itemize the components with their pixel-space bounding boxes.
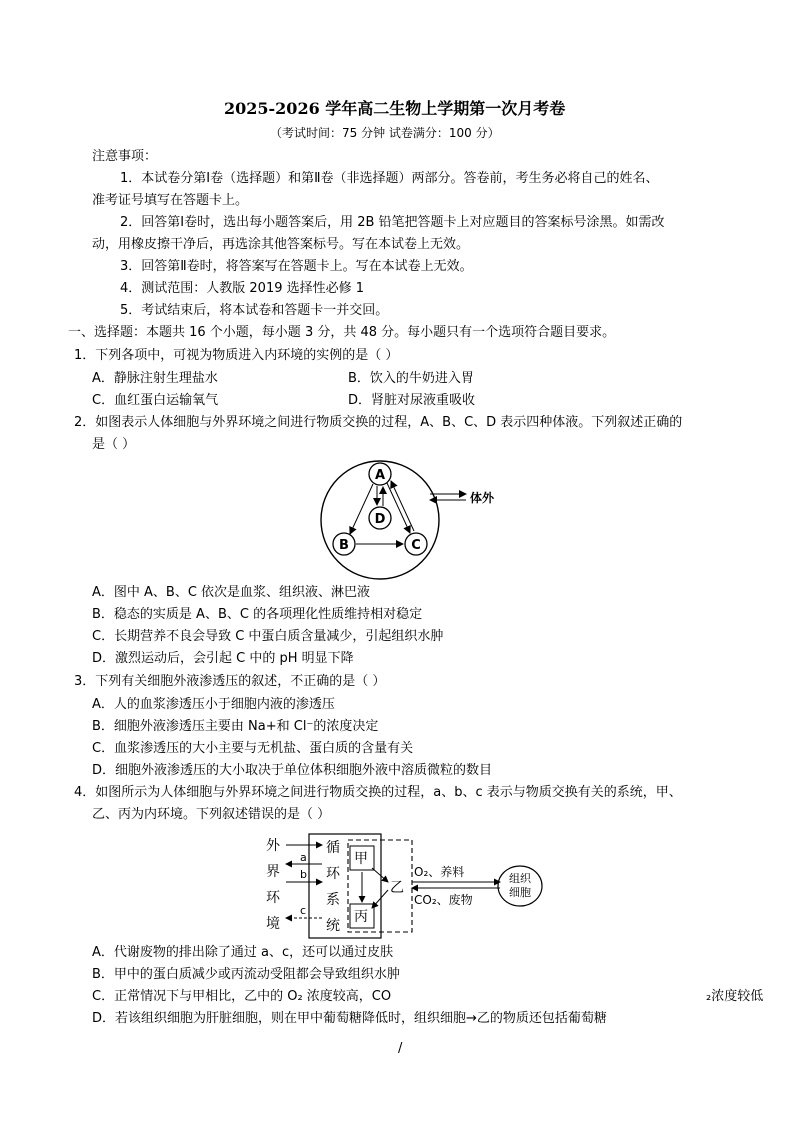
q4-option-a: A．代谢废物的排出除了通过 a、c，还可以通过皮肤 xyxy=(92,945,394,960)
note-2a: 2．回答第Ⅰ卷时，选出每小题答案后，用 2B 铅笔把答题卡上对应题目的答案标号涂黑。如需改 xyxy=(120,215,665,230)
q1-option-c: C．血红蛋白运输氧气 xyxy=(92,393,219,408)
label-o2: O₂、养料 xyxy=(414,865,465,879)
exchange-diagram xyxy=(262,830,552,940)
system-3: 系 xyxy=(326,892,340,908)
label-c: C xyxy=(411,538,421,553)
q2-stem-line2: 是（ ） xyxy=(92,437,136,452)
q2-option-d: D．激烈运动后，会引起 C 中的 pH 明显下降 xyxy=(92,651,354,666)
q3-option-c: C．血浆渗透压的大小主要与无机盐、蛋白质的含量有关 xyxy=(92,741,414,756)
note-1a: 1．本试卷分第Ⅰ卷（选择题）和第Ⅱ卷（非选择题）两部分。答卷前，考生务必将自己的姓名、 xyxy=(120,171,659,186)
label-yi: 乙 xyxy=(390,880,404,896)
section-heading: 一、选择题：本题共 16 个小题，每小题 3 分，共 48 分。每小题只有一个选项符合题目要求。 xyxy=(68,325,616,340)
q4-option-c-part1: C．正常情况下与甲相比，乙中的 O₂ 浓度较高，CO xyxy=(92,989,392,1004)
q1-option-b: B．饮入的牛奶进入胃 xyxy=(348,371,474,386)
outer-2: 界 xyxy=(266,864,280,880)
exam-info: （考试时间：75 分钟 试卷满分：100 分） xyxy=(270,126,500,140)
q3-stem: 3．下列有关细胞外液渗透压的叙述，不正确的是（ ） xyxy=(74,674,386,689)
label-co2: CO₂、废物 xyxy=(414,893,473,907)
page-footer: / xyxy=(398,1041,403,1056)
system-4: 统 xyxy=(326,918,340,934)
label-b: b xyxy=(300,868,307,881)
note-4: 4．测试范围：人教版 2019 选择性必修 1 xyxy=(120,281,365,296)
label-bing: 丙 xyxy=(354,909,368,925)
q3-option-d: D．细胞外液渗透压的大小取决于单位体积细胞外液中溶质微粒的数目 xyxy=(92,763,493,778)
label-outside: 体外 xyxy=(470,491,495,505)
label-c: c xyxy=(300,904,307,917)
cell-label-2: 细胞 xyxy=(509,886,531,899)
q2-option-b: B．稳态的实质是 A、B、C 的各项理化性质维持相对稳定 xyxy=(92,607,423,622)
q1-option-d: D．肾脏对尿液重吸收 xyxy=(348,393,476,408)
q2-option-c: C．长期营养不良会导致 C 中蛋白质含量减少，引起组织水肿 xyxy=(92,629,444,644)
outer-4: 境 xyxy=(266,916,280,932)
q2-stem-line1: 2．如图表示人体细胞与外界环境之间进行物质交换的过程，A、B、C、D 表示四种体液。下列叙述正确的 xyxy=(74,415,683,430)
q4-option-b: B．甲中的蛋白质减少或丙流动受阻都会导致组织水肿 xyxy=(92,967,400,982)
label-b: B xyxy=(339,538,349,553)
label-a: a xyxy=(300,851,307,864)
q4-stem-line2: 乙、丙为内环境。下列叙述错误的是（ ） xyxy=(92,807,331,822)
body-fluid-diagram xyxy=(318,456,508,586)
outer-3: 环 xyxy=(266,890,280,906)
note-5: 5．考试结束后，将本试卷和答题卡一并交回。 xyxy=(120,303,389,318)
notes-heading: 注意事项： xyxy=(92,149,158,164)
label-d: D xyxy=(374,512,386,527)
q4-option-c-part2: ₂浓度较低 xyxy=(706,989,764,1004)
page-title: 2025-2026 学年高二生物上学期第一次月考卷 xyxy=(224,99,566,118)
q3-option-a: A．人的血浆渗透压小于细胞内液的渗透压 xyxy=(92,697,335,712)
note-1b: 准考证号填写在答题卡上。 xyxy=(92,193,249,208)
label-a: A xyxy=(374,468,386,483)
cell-label-1: 组织 xyxy=(509,872,531,885)
q1-stem: 1．下列各项中，可视为物质进入内环境的实例的是（ ） xyxy=(74,348,399,363)
q2-option-a: A．图中 A、B、C 依次是血浆、组织液、淋巴液 xyxy=(92,585,371,600)
system-2: 环 xyxy=(326,866,340,882)
system-box xyxy=(309,834,381,938)
q1-option-a: A．静脉注射生理盐水 xyxy=(92,371,218,386)
system-1: 循 xyxy=(326,840,340,856)
note-2b: 动，用橡皮擦干净后，再选涂其他答案标号。写在本试卷上无效。 xyxy=(92,237,470,252)
q4-stem-line1: 4．如图所示为人体细胞与外界环境之间进行物质交换的过程，a、b、c 表示与物质交换有关的系统，甲、 xyxy=(74,785,682,800)
q3-option-b: B．细胞外液渗透压主要由 Na+和 Cl⁻的浓度决定 xyxy=(92,719,379,734)
note-3: 3．回答第Ⅱ卷时，将答案写在答题卡上。写在本试卷上无效。 xyxy=(120,259,473,274)
label-jia: 甲 xyxy=(354,851,368,867)
q4-option-d: D．若该组织细胞为肝脏细胞，则在甲中葡萄糖降低时，组织细胞→乙的物质还包括葡萄糖 xyxy=(92,1011,607,1026)
outer-1: 外 xyxy=(266,838,280,854)
